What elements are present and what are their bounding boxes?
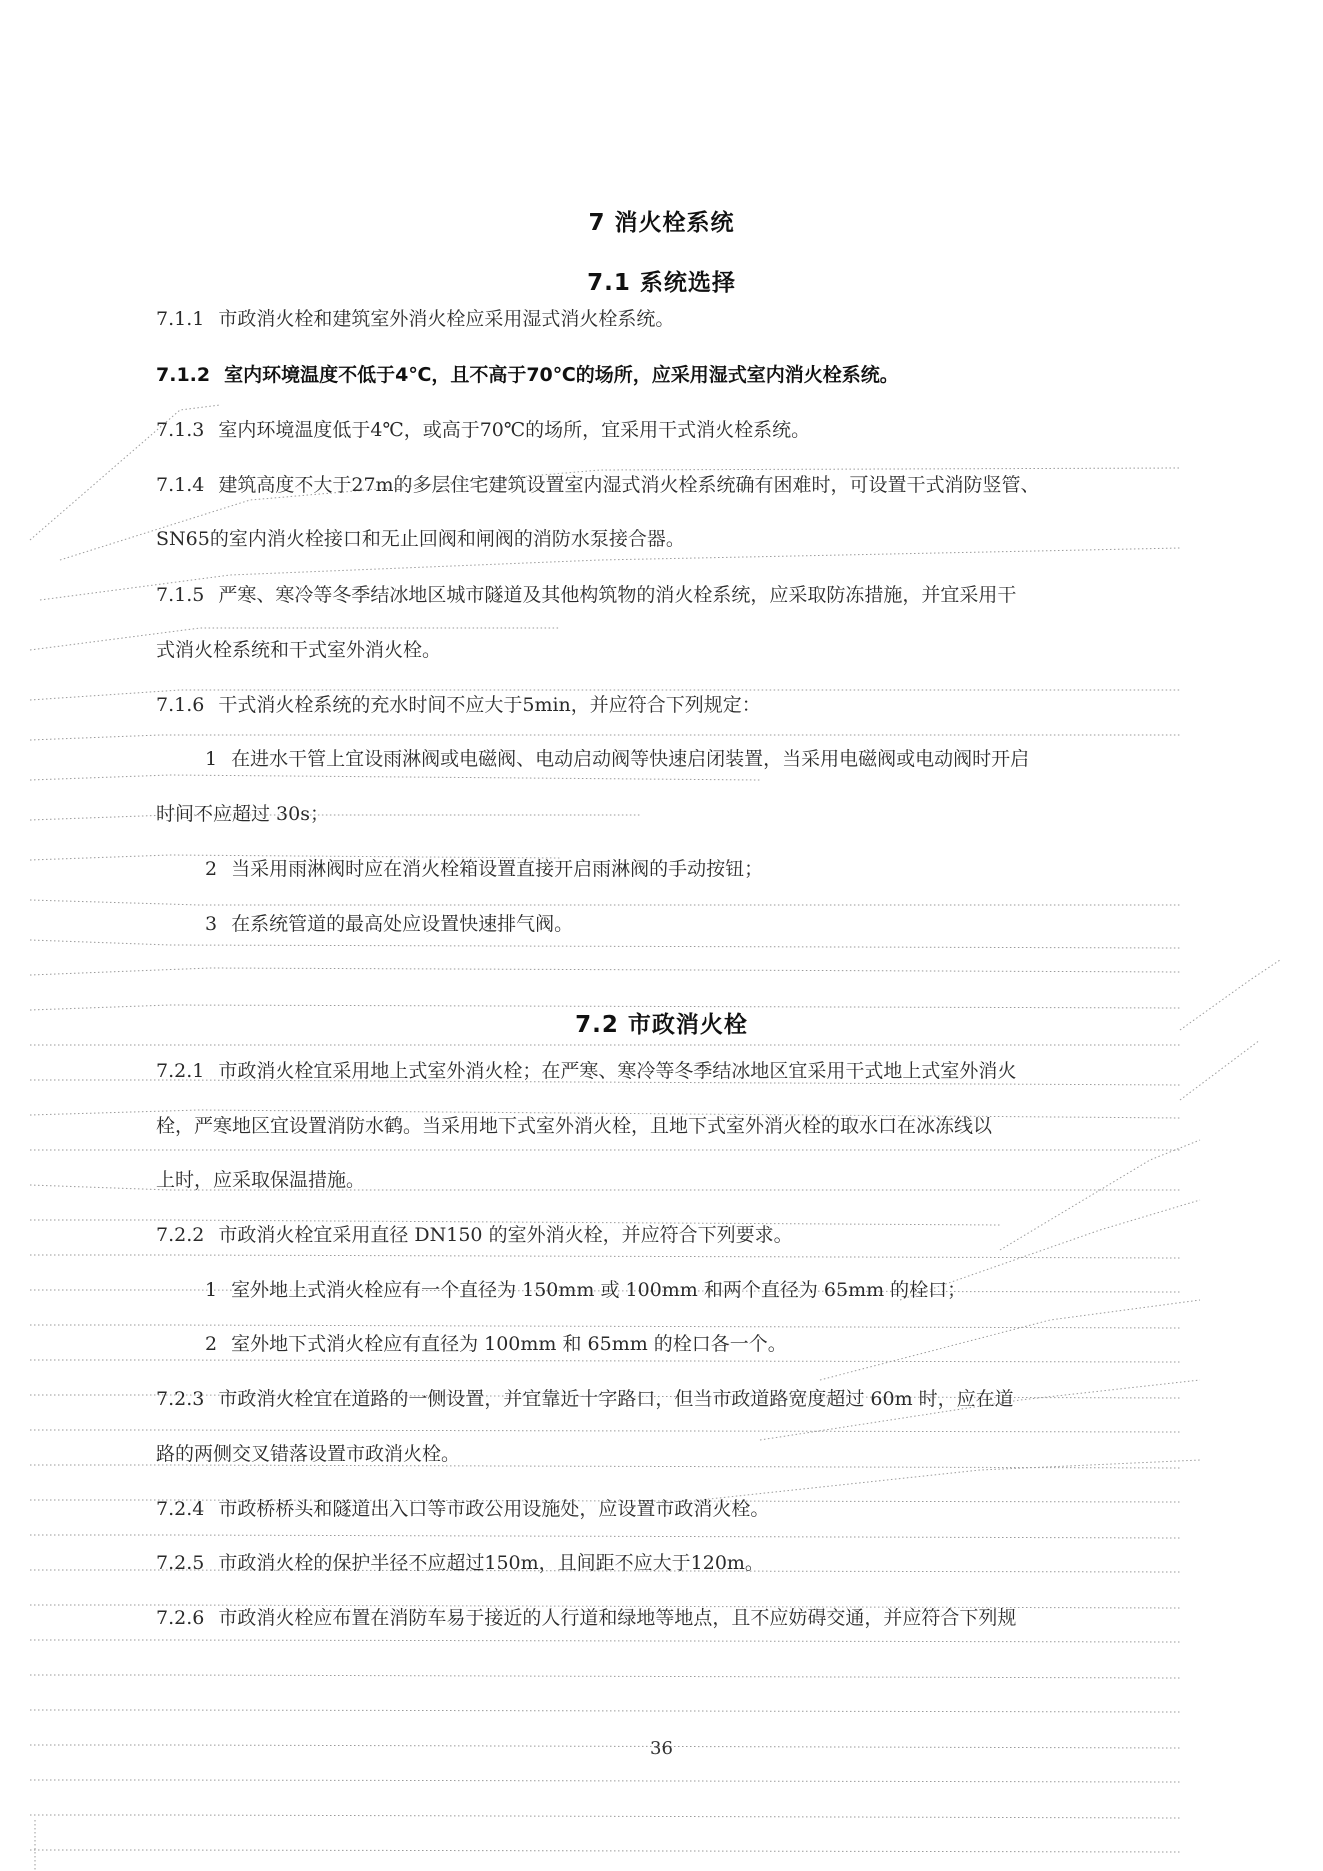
clause-continuation (156, 1113, 992, 1139)
list-item (205, 856, 763, 882)
clause-text: 栓，严寒地区宜设置消防水鹤。当采用地下式室外消火栓，且地下式室外消火栓的取水口在冰冻线以 (156, 1115, 993, 1137)
clause-text: 市政消火栓应布置在消防车易于接近的人行道和绿地等地点，且不应妨碍交通，并应符合下列规 (218, 1607, 1017, 1629)
clause-text: 上时，应采取保温措施。 (156, 1169, 366, 1191)
clause-number: 7.1.1 (156, 308, 205, 330)
clause-line (156, 1058, 1016, 1084)
clause-line (156, 1496, 769, 1522)
list-text: 室外地下式消火栓应有直径为 100mm 和 65mm 的栓口各一个。 (231, 1333, 787, 1355)
page-number: 36 (650, 1738, 673, 1759)
list-text: 室外地上式消火栓应有一个直径为 150mm 或 100mm 和两个直径为 65mm 的栓口； (231, 1279, 967, 1301)
clause-line (156, 582, 1016, 608)
clause-number: 7.2.4 (156, 1498, 205, 1520)
clause-line (156, 306, 674, 332)
list-item (205, 1277, 966, 1303)
clause-line (156, 1605, 1016, 1631)
clause-text: 干式消火栓系统的充水时间不应大于5min，并应符合下列规定： (218, 694, 761, 716)
clause-continuation (156, 1167, 365, 1193)
section-title-7-1: 7.1 系统选择 (587, 270, 736, 296)
clause-text: 市政消火栓宜在道路的一侧设置，并宜靠近十字路口，但当市政道路宽度超过 60m 时，应在道 (218, 1388, 1014, 1410)
list-text: 当采用雨淋阀时应在消火栓箱设置直接开启雨淋阀的手动按钮； (231, 858, 764, 880)
clause-number: 7.1.3 (156, 419, 205, 441)
clause-number: 7.1.2 (156, 364, 211, 386)
clause-text: 室内环境温度不低于4℃，且不高于70℃的场所，应采用湿式室内消火栓系统。 (224, 364, 899, 386)
list-continuation (156, 801, 329, 827)
clause-number: 7.1.5 (156, 584, 205, 606)
clause-text: 室内环境温度低于4℃，或高于70℃的场所，宜采用干式消火栓系统。 (218, 419, 811, 441)
list-number: 3 (205, 913, 218, 935)
clause-number: 7.1.6 (156, 694, 205, 716)
clause-line (156, 362, 899, 388)
clause-number: 7.1.4 (156, 474, 205, 496)
clause-text: 市政消火栓和建筑室外消火栓应采用湿式消火栓系统。 (218, 308, 675, 330)
clause-line (156, 472, 1040, 498)
list-text: 时间不应超过 30s； (156, 803, 329, 825)
list-number: 2 (205, 858, 218, 880)
list-item (205, 1331, 787, 1357)
clause-text: 路的两侧交叉错落设置市政消火栓。 (156, 1443, 461, 1465)
clause-number: 7.2.6 (156, 1607, 205, 1629)
list-number: 1 (205, 1279, 218, 1301)
clause-number: 7.2.5 (156, 1552, 205, 1574)
list-text: 在进水干管上宜设雨淋阀或电磁阀、电动启动阀等快速启闭装置，当采用电磁阀或电动阀时开启 (231, 748, 1030, 770)
clause-line (156, 692, 761, 718)
clause-continuation (156, 1441, 460, 1467)
clause-text: 式消火栓系统和干式室外消火栓。 (156, 639, 442, 661)
clause-text: 建筑高度不大于27m的多层住宅建筑设置室内湿式消火栓系统确有困难时，可设置干式消防竖管、 (218, 474, 1040, 496)
list-item (205, 746, 1029, 772)
list-text: 在系统管道的最高处应设置快速排气阀。 (231, 913, 574, 935)
clause-text: 市政消火栓宜采用直径 DN150 的室外消火栓，并应符合下列要求。 (218, 1224, 793, 1246)
clause-line (156, 417, 810, 443)
list-number: 1 (205, 748, 218, 770)
clause-number: 7.2.2 (156, 1224, 205, 1246)
list-item (205, 911, 573, 937)
clause-line (156, 1550, 764, 1576)
clause-text: 市政消火栓宜采用地上式室外消火栓；在严寒、寒冷等冬季结冰地区宜采用干式地上式室外消火 (218, 1060, 1017, 1082)
clause-line (156, 1386, 1014, 1412)
clause-text: SN65的室内消火栓接口和无止回阀和闸阀的消防水泵接合器。 (156, 528, 685, 550)
clause-number: 7.2.3 (156, 1388, 205, 1410)
clause-text: 市政消火栓的保护半径不应超过150m，且间距不应大于120m。 (218, 1552, 764, 1574)
clause-line (156, 1222, 793, 1248)
clause-continuation (156, 526, 685, 552)
list-number: 2 (205, 1333, 218, 1355)
clause-text: 严寒、寒冷等冬季结冰地区城市隧道及其他构筑物的消火栓系统，应采取防冻措施，并宜采用干 (218, 584, 1017, 606)
section-title-7-2: 7.2 市政消火栓 (575, 1012, 748, 1038)
clause-text: 市政桥桥头和隧道出入口等市政公用设施处，应设置市政消火栓。 (218, 1498, 770, 1520)
clause-continuation (156, 637, 441, 663)
clause-number: 7.2.1 (156, 1060, 205, 1082)
chapter-title: 7 消火栓系统 (588, 210, 735, 236)
